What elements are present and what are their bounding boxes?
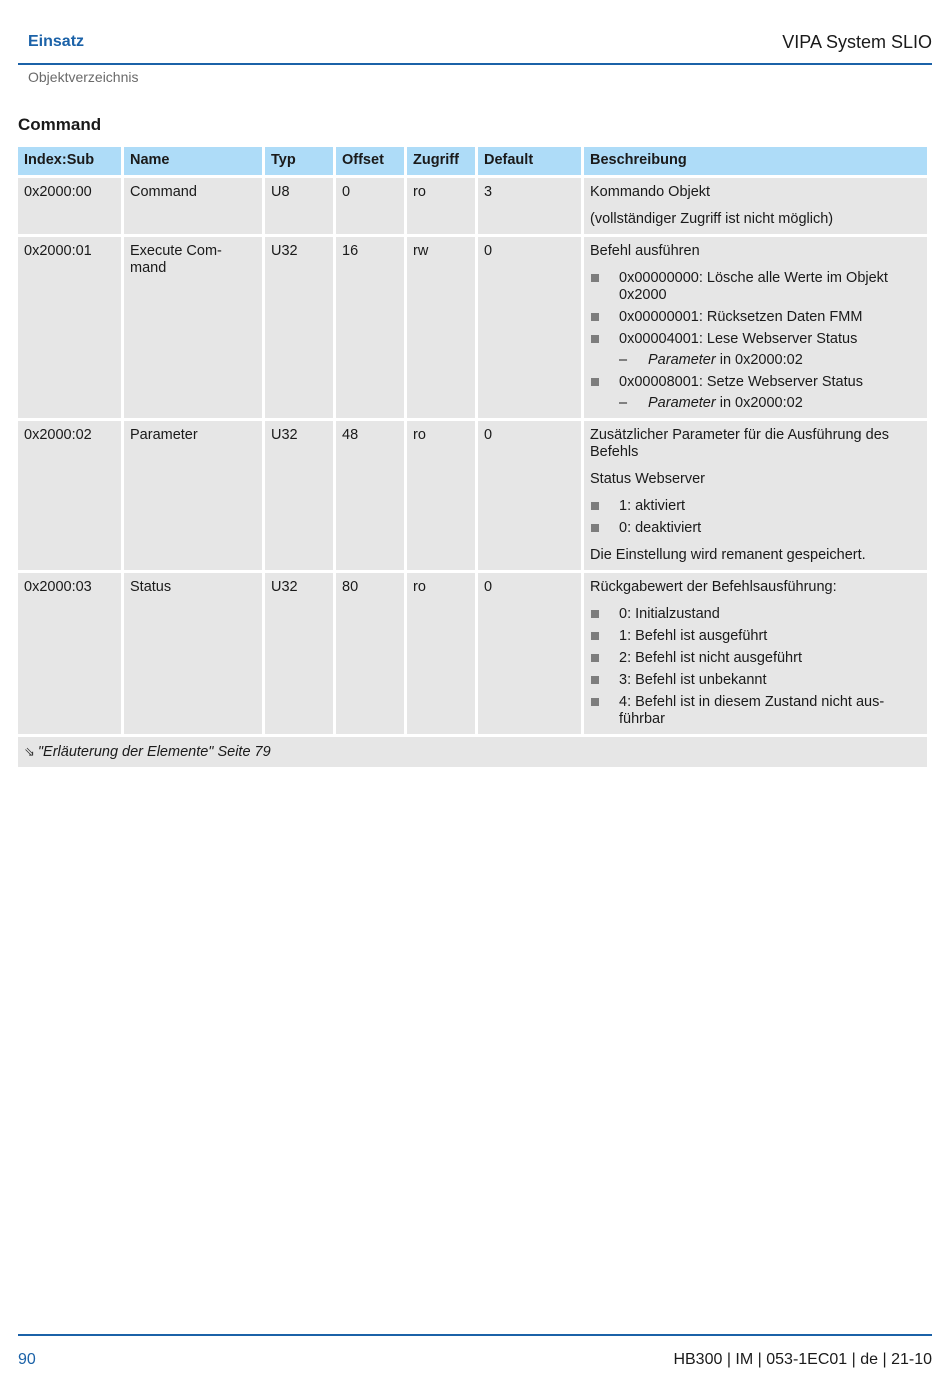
square-bullet-icon (591, 524, 599, 532)
square-bullet-icon (591, 502, 599, 510)
cell-default: 3 (478, 178, 581, 234)
square-bullet-icon (591, 274, 599, 282)
list-item-text: 0x00000001: Rücksetzen Daten FMM (619, 309, 863, 325)
sub-item-italic: Parameter (648, 352, 716, 368)
cell-type: U32 (265, 237, 333, 418)
cell-type: U32 (265, 421, 333, 570)
list-item (590, 374, 921, 412)
description-text: Rückgabewert der Befehlsausführung: (590, 579, 837, 595)
cell-access: ro (407, 178, 475, 234)
list-item-text: 0x00008001: Setze Webserver Status (619, 374, 863, 390)
list-item (590, 628, 921, 645)
footer-divider (18, 1334, 932, 1336)
square-bullet-icon (591, 335, 599, 343)
list-item (590, 650, 921, 667)
list-item (590, 331, 921, 369)
list-item-text: 1: aktiviert (619, 498, 686, 514)
section-title: Command (18, 115, 102, 134)
table-header-row (18, 147, 927, 175)
list-item (590, 498, 921, 515)
square-bullet-icon (591, 313, 599, 321)
cell-name: Execute Com- mand (124, 237, 262, 418)
list-item-text: 1: Befehl ist ausgeführt (619, 628, 768, 644)
cell-index: 0x2000:03 (18, 573, 121, 734)
cell-offset: 16 (336, 237, 404, 418)
object-table (15, 144, 930, 770)
col-header-description: Beschreibung (584, 147, 927, 175)
table-footnote-row (18, 737, 927, 767)
col-header-name: Name (124, 147, 262, 175)
square-bullet-icon (591, 698, 599, 706)
list-item (590, 520, 921, 537)
sub-list-item (619, 395, 921, 412)
cell-access: rw (407, 237, 475, 418)
list-item (590, 694, 921, 728)
description-list (590, 606, 921, 728)
square-bullet-icon (591, 632, 599, 640)
cell-name: Command (124, 178, 262, 234)
cell-type: U32 (265, 573, 333, 734)
list-item (590, 672, 921, 689)
list-item-text: 0x00004001: Lese Webserver Status (619, 331, 858, 347)
col-header-type: Typ (265, 147, 333, 175)
list-item-text: 4: Befehl ist in diesem Zustand nicht aus- führbar (619, 694, 885, 727)
sub-item-text: in 0x2000:02 (715, 352, 803, 368)
cell-default: 0 (478, 573, 581, 734)
cell-description (584, 573, 927, 734)
list-item-text: 0x00000000: Lösche alle Werte im Objekt 0x2000 (619, 270, 888, 303)
square-bullet-icon (591, 654, 599, 662)
table-row (18, 237, 927, 418)
cell-default: 0 (478, 421, 581, 570)
description-list (590, 498, 921, 537)
square-bullet-icon (591, 378, 599, 386)
cell-offset: 48 (336, 421, 404, 570)
cell-default: 0 (478, 237, 581, 418)
cell-offset: 0 (336, 178, 404, 234)
cell-description (584, 237, 927, 418)
header-divider (18, 63, 932, 65)
sub-item-text: in 0x2000:02 (715, 395, 803, 411)
table-row (18, 178, 927, 234)
list-item-text: 0: deaktiviert (619, 520, 702, 536)
col-header-index: Index:Sub (18, 147, 121, 175)
list-item-text: 0: Initialzustand (619, 606, 720, 622)
sub-list-item (619, 352, 921, 369)
cell-access: ro (407, 421, 475, 570)
col-header-offset: Offset (336, 147, 404, 175)
description-text: Befehl ausführen (590, 243, 700, 259)
header-product: VIPA System SLIO (782, 32, 932, 52)
arrow-reference-icon: ⇘ (24, 744, 35, 759)
table-row (18, 421, 927, 570)
description-text: Zusätzlicher Parameter für die Ausführung des Befehls (590, 427, 890, 460)
footnote-text[interactable]: "Erläuterung der Elemente" Seite 79 (37, 744, 271, 760)
description-text: Status Webserver (590, 471, 705, 487)
cell-index: 0x2000:01 (18, 237, 121, 418)
square-bullet-icon (591, 610, 599, 618)
cell-description (584, 421, 927, 570)
description-list (590, 270, 921, 412)
table-row (18, 573, 927, 734)
cell-index: 0x2000:00 (18, 178, 121, 234)
description-text: Kommando Objekt (590, 184, 711, 200)
document-id: HB300 | IM | 053-1EC01 | de | 21-10 (673, 1351, 932, 1368)
cell-index: 0x2000:02 (18, 421, 121, 570)
cell-name: Parameter (124, 421, 262, 570)
col-header-default: Default (478, 147, 581, 175)
description-text: (vollständiger Zugriff ist nicht möglich) (590, 211, 834, 227)
col-header-access: Zugriff (407, 147, 475, 175)
description-text: Die Einstellung wird remanent gespeichert. (590, 547, 866, 563)
cell-description (584, 178, 927, 234)
cell-name: Status (124, 573, 262, 734)
list-item-text: 3: Befehl ist unbekannt (619, 672, 767, 688)
square-bullet-icon (591, 676, 599, 684)
list-item (590, 606, 921, 623)
cell-type: U8 (265, 178, 333, 234)
sub-item-italic: Parameter (648, 395, 716, 411)
footnote-link[interactable] (18, 737, 927, 767)
cell-offset: 80 (336, 573, 404, 734)
list-item (590, 309, 921, 326)
page-number: 90 (18, 1351, 36, 1368)
dash-bullet: – (619, 395, 628, 411)
list-item (590, 270, 921, 304)
dash-bullet: – (619, 352, 628, 368)
list-item-text: 2: Befehl ist nicht ausgeführt (619, 650, 802, 666)
header-subsection: Objektverzeichnis (28, 69, 139, 85)
header-section: Einsatz (28, 33, 85, 50)
cell-access: ro (407, 573, 475, 734)
